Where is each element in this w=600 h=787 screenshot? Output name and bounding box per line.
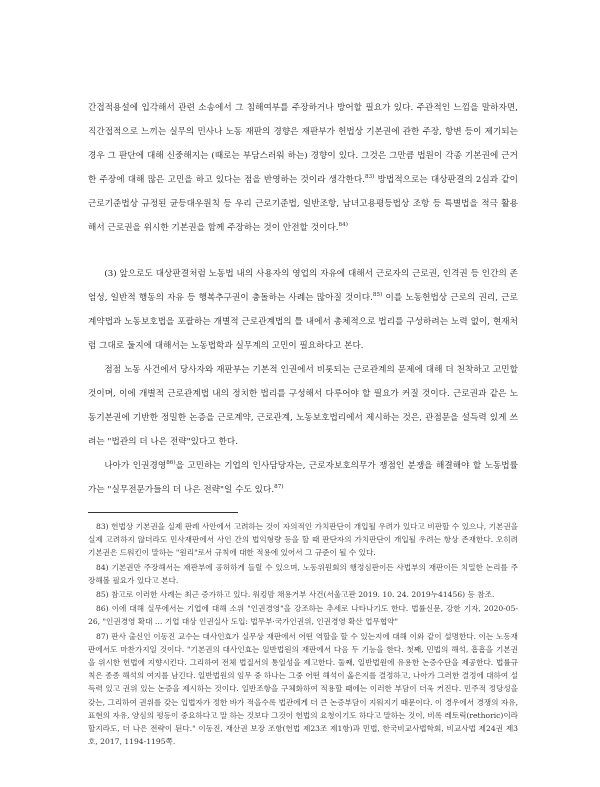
footnote-87: 87) 판사 출신인 이동진 교수는 대사인효가 실무상 재판에서 어떤 역할을 할 수 있는지에 대해 이와 같이 설명한다. 이는 노동재판에서도 마찬가지일 것이다. "기본권의 대사인효는 일반법원의 재판에서 다음 두 기능을 한다. 첫째, 민법의 해석, 흠흠을 기본권을 위시한 헌법에 지향시킨다. 그리하여 전체 법질서의 통일성을 제고한다. 둘째, 일반법원에 유용한 논증수단을 제공한다. 법률규칙은 종종 해석의 여지를 남긴다. 일반법원의 임무 중 하나는 그중 어떤 해석이 옳은지를 결정하고, 나아가 그러한 결정에 대하여 설득력 있고 권위 있는 논증을 제시하는 것이다. 일반조항을 구체화하여 적용할 때에는 이러한 부담이 더욱 커진다. 민주적 정당성을 갖는, 그리하여 권위를 갖는 입법자가 정한 바가 적을수록 법관에게 더 큰 논증부담이 지워지기 때문이다. 이 경우에서 경쟁의 자유, 표현의 자유, 양심의 평등이 중요하다고 말 하는 것보다 그것이 헌법의 요청이기도 하다고 말하는 것이, 비록 레토릭(rethoric)이라 할지라도, 더 나은 전략이 된다." 이동진, 재산권 보장 조항(헌법 제23조 제1항)과 민법, 한국비교사법학회, 비교사법 제24권 제3호, 2017, 1194-1195쪽.: [88, 631, 519, 747]
paragraph-1: 간접적용설에 입각해서 관련 소송에서 그 침해여부를 주장하거나 방어할 필요가 있다. 주관적인 느낌을 말하자면, 직간접적으로 느끼는 실무의 민사나 노동 재판의 경향은 재판부가 헌법상 기본권에 관한 주장, 항변 등이 제기되는 경우 그 판단에 대해 신중해지는 (때로는 부담스러워 하는) 경향이 있다. 그것은 그만큼 법원이 각종 기본권에 근거한 주장에 대해 많은 고민을 하고 있다는 점을 반영하는 것이라 생각한다.$^{83)}$ 방법적으로는 대상판결의 2심과 같이 근로기준법상 규정된 균등대우원칙 등 우리 근로기준법, 일반조항, 남녀고용평등법상 조항 등 특별법을 적극 활용해서 근로권을 위시한 기본권을 함께 주장하는 것이 안전할 것이다.$^{84)}$: [88, 103, 519, 233]
footnote-ref-85[interactable]: 85): [372, 292, 383, 299]
footnote-divider: [88, 512, 238, 513]
paragraph-4: 나아가 인권경영$^{86)}$을 고민하는 기업의 인사담당자는, 근로자보호의무가 쟁점인 분쟁을 해결해야 할 노동법률가는 "실무전문가들의 더 나은 전략"일 수도 있다.$^{87)}$: [88, 460, 518, 495]
paragraph-2: (3) 앞으로도 대상판결처럼 노동법 내의 사용자의 영업의 자유에 대해서 근로자의 근로권, 인격권 등 인간의 존엄성, 일반적 행동의 자유 등 행복추구권이 충돌하는 사례는 많아질 것이다.$^{85)}$ 이를 노동헌법상 근로의 권리, 근로계약법과 노동보호법을 포괄하는 개별적 근로관계법의 틀 내에서 총체적으로 법리를 구성하려는 노력 없이, 현재처럼 그대로 둘지에 대해서는 노동법학과 실무계의 고민이 필요하다고 본다.: [88, 269, 518, 351]
footnote-ref-84[interactable]: 84): [338, 222, 348, 229]
footnote-ref-87[interactable]: 87): [274, 484, 284, 491]
body-text: [88, 96, 518, 502]
footnote-83: 83) 헌법상 기본권을 실제 판례 사안에서 고려하는 것이 자의적인 가치판단이 개입될 우려가 있다고 비판할 수 있으나, 기본권을 실제 고려하지 않더라도 민사재판에서 사인 간의 법익형량 등을 할 때 판단자의 가치판단이 개입될 우려는 항상 존재한다. 오히려 기본권은 드워킨이 말하는 "원리"로서 규칙에 대한 적용에 있어서 그 규준이 될 수 있다.: [88, 522, 518, 558]
footnote-ref-86[interactable]: 86): [166, 460, 176, 467]
footnote-84: 84) 기본권만 주장해서는 재판부에 공허하게 들릴 수 있으며, 노동위원회의 행정심판이든 사법부의 재판이든 치밀한 논리를 주장해볼 필요가 있다고 본다.: [88, 562, 518, 585]
footnote-ref-83[interactable]: 83): [364, 174, 375, 181]
footnotes: [88, 520, 518, 749]
footnote-86: 86) 이에 대해 실무에서는 기업에 대해 소위 "인권경영"을 강조하는 추세로 나타나기도 한다. 법률신문, 강한 기자, 2020-05-26, "인권경영 확대 … 기업 대상 인권실사 도입: 법무부·국가인권위, 인권경영 확산 업무협약": [88, 604, 518, 627]
paragraph-3: 점점 노동 사건에서 당사자와 재판부는 기본적 인권에서 비롯되는 근로관계의 문제에 대해 더 천착하고 고민할 것이며, 이에 개별적 근로관계법 내의 정치한 법리를 구성해서 다루어야 할 필요가 커질 것이다. 근로권과 같은 노동기본권에 기반한 정밀한 논증을 근로계약, 근로관계, 노동보호법리에서 제시하는 것은, 관점문을 설득력 있게 쓰려는 "법관의 더 나은 전략"있다고 한다.: [88, 365, 518, 447]
footnote-85: 85) 참고로 이러한 사례는 최근 증가하고 있다. 워킹맘 채용거부 사건(서울고판 2019. 10. 24. 2019누41456) 등 참조.: [96, 590, 495, 600]
